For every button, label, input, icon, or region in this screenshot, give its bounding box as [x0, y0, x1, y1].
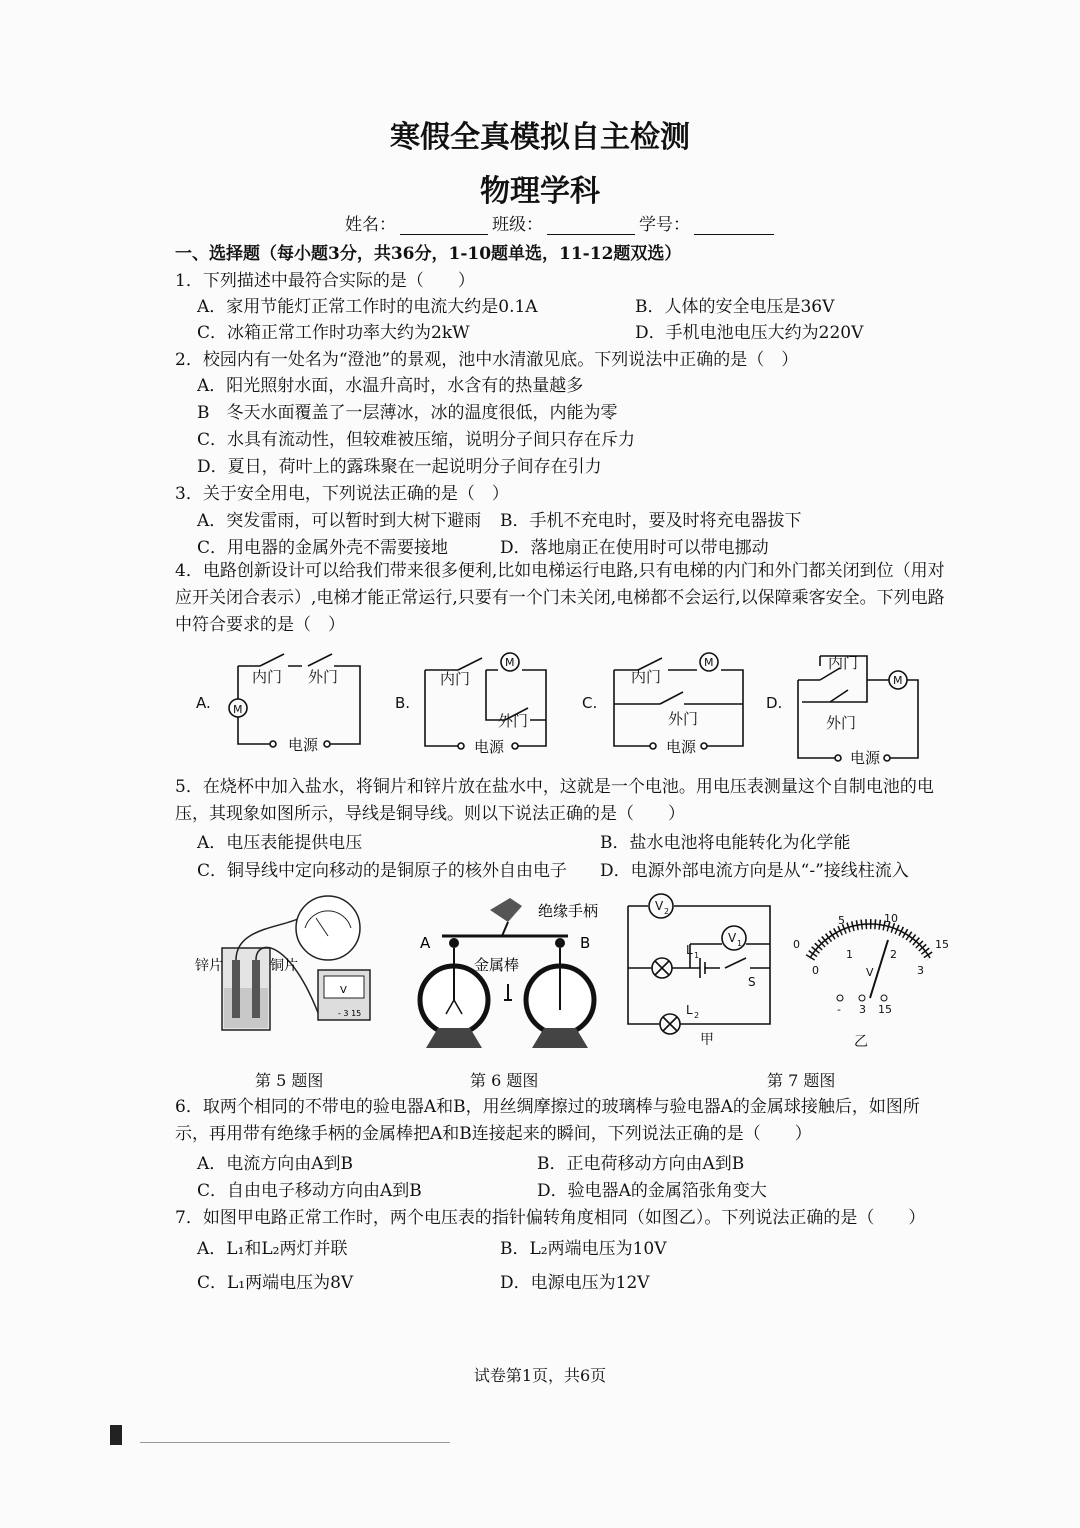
fig7-yi-label: 乙 [854, 1034, 868, 1050]
exam-title: 寒假全真模拟自主检测 [390, 120, 690, 155]
fig7-switch-label: S [748, 975, 756, 989]
fig7-caption: 第 7 题图 [767, 1071, 836, 1090]
q1-option-d: D．手机电池电压大约为220V [635, 323, 864, 343]
q7-option-a: A．L₁和L₂两灯并联 [197, 1239, 348, 1259]
fig6-handle-label: 绝缘手柄 [538, 902, 599, 920]
svg-text:2: 2 [694, 1011, 700, 1020]
id-field[interactable] [694, 218, 774, 235]
fig6-label-a: A [420, 934, 431, 952]
q4a-outer-label: 外门 [308, 668, 339, 686]
q5-option-d: D．电源外部电流方向是从“-”接线柱流入 [600, 861, 909, 881]
q4c-power-label: 电源 [666, 738, 697, 756]
scan-line [140, 1442, 450, 1443]
fig7-scale-bottom-2: 2 [890, 948, 897, 961]
svg-text:1: 1 [737, 939, 743, 948]
fig6-rod-label: 金属棒 [474, 956, 520, 974]
q7-option-d: D．电源电压为12V [500, 1273, 650, 1293]
fig7-l1-label: L [686, 943, 693, 957]
q4b-motor-label: M [505, 656, 515, 669]
q6-option-b: B．正电荷移动方向由A到B [537, 1154, 745, 1174]
q2-option-d: D．夏日，荷叶上的露珠聚在一起说明分子间存在引力 [197, 457, 602, 477]
q2-option-c: C．水具有流动性，但较难被压缩，说明分子间只存在斥力 [197, 430, 636, 450]
id-label: 学号： [639, 215, 690, 235]
q4d-inner-label: 内门 [828, 654, 859, 672]
q4c-outer-label: 外门 [668, 710, 699, 728]
fig7-terminal-3: 3 [859, 1003, 866, 1016]
student-info [345, 210, 778, 235]
q4b-outer-label: 外门 [498, 712, 529, 730]
q4-label-b: B. [395, 694, 411, 712]
q4a-motor-label: M [233, 703, 243, 716]
fig6-label-b: B [580, 934, 591, 952]
fig7-scale-top-10: 10 [884, 912, 898, 925]
q6-option-a: A．电流方向由A到B [197, 1154, 354, 1174]
q3-stem: 3．关于安全用电，下列说法正确的是（ ） [175, 484, 509, 504]
subject-title: 物理学科 [480, 174, 600, 209]
fig7-v2-label: V [655, 899, 664, 913]
q5-option-c: C．铜导线中定向移动的是铜原子的核外自由电子 [197, 861, 568, 881]
q7-stem: 7．如图甲电路正常工作时，两个电压表的指针偏转角度相同（如图乙）。下列说法正确的是（ ） [175, 1208, 926, 1228]
q4a-power-label: 电源 [288, 736, 319, 754]
q1-option-a: A．家用节能灯正常工作时的电流大约是0.1A [197, 297, 538, 317]
q1-option-c: C．冰箱正常工作时功率大约为2kW [197, 323, 470, 343]
fig7-scale-top-5: 5 [838, 914, 845, 927]
q6-stem: 6．取两个相同的不带电的验电器A和B，用丝绸摩擦过的玻璃棒与验电器A的金属球接触后，如图所示，再用带有绝缘手柄的金属棒把A和B连接起来的瞬间，下列说法正确的是（ ） [175, 1097, 920, 1144]
q4a-inner-label: 内门 [252, 668, 283, 686]
q4-stem: 4．电路创新设计可以给我们带来很多便利,比如电梯运行电路,只有电梯的内门和外门都关闭到位（用对应开关闭合表示）,电梯才能正常运行,只要有一个门未关闭,电梯都不会运行,以保障乘客安全。下列电路中符合要求的是（ ） [175, 561, 945, 635]
q4-circuits [190, 642, 960, 772]
class-label: 班级： [492, 215, 543, 235]
q3-option-d: D．落地扇正在使用时可以带电挪动 [500, 538, 769, 558]
q6-option-c: C．自由电子移动方向由A到B [197, 1181, 422, 1201]
fig7-scale-bottom-3: 3 [917, 964, 924, 977]
class-field[interactable] [547, 218, 635, 235]
q3-option-c: C．用电器的金属外壳不需要接地 [197, 538, 449, 558]
q5-option-b: B．盐水电池将电能转化为化学能 [600, 833, 851, 853]
fig7-terminal-15: 15 [878, 1003, 892, 1016]
fig5-copper-label: 铜片 [270, 958, 298, 974]
q4-label-c: C. [582, 694, 598, 712]
svg-text:- 3 15: - 3 15 [338, 1009, 362, 1018]
q4-label-a: A. [196, 694, 211, 712]
fig7-v1-label: V [728, 931, 737, 945]
q2-option-b: B 冬天水面覆盖了一层薄冰，冰的温度很低，内能为零 [197, 403, 618, 423]
q4-label-d: D. [766, 694, 783, 712]
fig7-jia-label: 甲 [700, 1032, 714, 1048]
fig7-scale-left: 0 [793, 938, 800, 951]
q4d-power-label: 电源 [850, 749, 881, 767]
q1-stem: 1．下列描述中最符合实际的是（ ） [175, 271, 475, 291]
fig7-unit: V [866, 966, 874, 979]
svg-text:V: V [340, 985, 347, 996]
fig5-zinc-label: 锌片 [195, 958, 223, 974]
q7-option-b: B．L₂两端电压为10V [500, 1239, 667, 1259]
fig5-caption: 第 5 题图 [255, 1071, 324, 1090]
q5-stem: 5．在烧杯中加入盐水，将铜片和锌片放在盐水中，这就是一个电池。用电压表测量这个自制电池的电压，其现象如图所示，导线是铜导线。则以下说法正确的是（ ） [175, 777, 934, 824]
figures-row [190, 888, 960, 1063]
q4b-power-label: 电源 [474, 738, 505, 756]
fig7-terminal-neg: - [837, 1003, 841, 1016]
q7-option-c: C．L₁两端电压为8V [197, 1273, 354, 1293]
name-label: 姓名： [345, 215, 396, 235]
fig7-scale-bottom-0: 0 [812, 964, 819, 977]
q4d-outer-label: 外门 [826, 714, 857, 732]
svg-text:2: 2 [664, 907, 670, 916]
q3-option-b: B．手机不充电时，要及时将充电器拔下 [500, 511, 802, 531]
fig7-scale-right: 15 [935, 938, 949, 951]
q2-option-a: A．阳光照射水面，水温升高时，水含有的热量越多 [197, 376, 584, 396]
fig6-caption: 第 6 题图 [470, 1071, 539, 1090]
name-field[interactable] [400, 218, 488, 235]
q4c-motor-label: M [704, 656, 714, 669]
q4b-inner-label: 内门 [440, 670, 471, 688]
q1-option-b: B．人体的安全电压是36V [635, 297, 835, 317]
q3-option-a: A．突发雷雨，可以暂时到大树下避雨 [197, 511, 482, 531]
svg-text:1: 1 [694, 951, 700, 960]
q5-option-a: A．电压表能提供电压 [197, 833, 363, 853]
fig7-l2-label: L [686, 1003, 693, 1017]
q4d-motor-label: M [893, 674, 903, 687]
fig7-scale-bottom-1: 1 [846, 948, 853, 961]
fig7-meter [810, 924, 930, 1001]
section-heading: 一、选择题（每小题3分，共36分，1-10题单选，11-12题双选） [175, 244, 682, 264]
page-footer: 试卷第1页，共6页 [473, 1366, 607, 1385]
q4c-inner-label: 内门 [631, 668, 662, 686]
q2-stem: 2．校园内有一处名为“澄池”的景观，池中水清澈见底。下列说法中正确的是（ ） [175, 350, 799, 370]
scan-mark [110, 1425, 122, 1445]
q6-option-d: D．验电器A的金属箔张角变大 [537, 1181, 767, 1201]
